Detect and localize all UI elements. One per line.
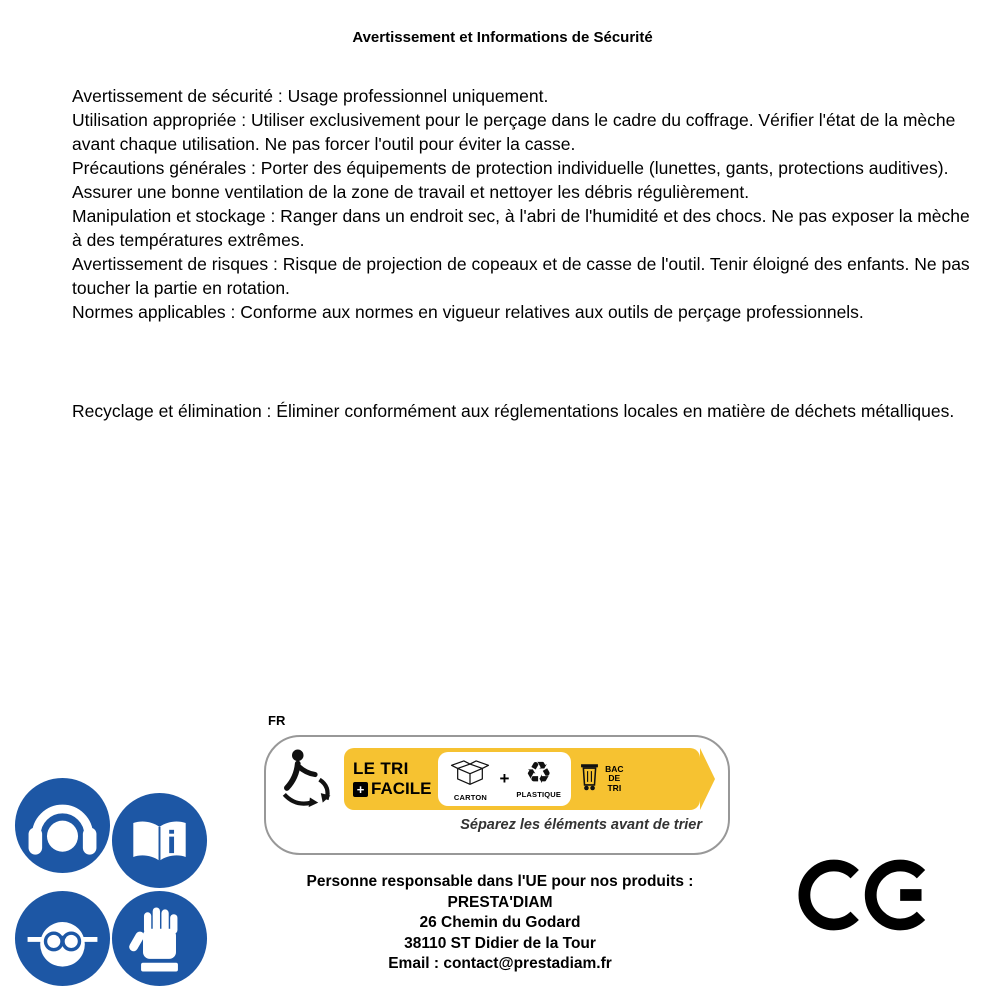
responsible-intro: Personne responsable dans l'UE pour nos produits : bbox=[306, 873, 694, 890]
contact-email: Email : contact@prestadiam.fr bbox=[388, 955, 612, 972]
sorting-bin-icon bbox=[578, 761, 601, 797]
tri-title-line1: LE TRI bbox=[353, 759, 409, 778]
country-code-label: FR bbox=[268, 713, 286, 728]
company-name: PRESTA'DIAM bbox=[447, 893, 553, 911]
risk-warning-paragraph: Avertissement de risques : Risque de projection de copeaux et de casse de l'outil. Tenir éloigné des enfants. Ne pas toucher la partie en rotation. bbox=[72, 254, 970, 298]
tri-label-top-row bbox=[276, 744, 716, 814]
carton-label: CARTON bbox=[453, 793, 488, 802]
responsible-person-block bbox=[230, 872, 770, 975]
materials-plus: + bbox=[499, 769, 510, 788]
triman-icon bbox=[276, 747, 340, 811]
read-manual-icon bbox=[111, 792, 208, 889]
tri-facile-label bbox=[264, 735, 730, 855]
address-line-2: 38110 ST Didier de la Tour bbox=[404, 934, 596, 952]
eye-protection-icon bbox=[14, 890, 111, 987]
handling-storage-paragraph: Manipulation et stockage : Ranger dans un endroit sec, à l'abri de l'humidité et des chocs. Ne pas exposer la mèche à des températures extrêmes. bbox=[72, 206, 970, 250]
tri-title-line2 bbox=[353, 779, 431, 799]
safety-warning-paragraph: Avertissement de sécurité : Usage professionnel uniquement. bbox=[72, 86, 549, 106]
tri-title bbox=[353, 759, 431, 799]
carton-icon bbox=[448, 756, 492, 792]
bac-de-tri-section bbox=[578, 761, 623, 797]
tri-title-line2-text: FACILE bbox=[371, 779, 432, 798]
protective-gloves-icon bbox=[111, 890, 208, 987]
ear-protection-icon bbox=[14, 777, 111, 874]
materials-box bbox=[438, 752, 571, 806]
recycling-paragraph: Recyclage et élimination : Éliminer conformément aux réglementations locales en matière de déchets métalliques. bbox=[72, 401, 955, 421]
ce-mark-icon bbox=[797, 849, 937, 941]
bac-de-tri-text: BAC DE TRI bbox=[605, 763, 624, 793]
plastic-recycling-icon: ♻ bbox=[525, 757, 553, 790]
page-title: Avertissement et Informations de Sécurité bbox=[352, 29, 653, 46]
tri-caption: Séparez les éléments avant de trier bbox=[460, 817, 702, 833]
proper-use-paragraph: Utilisation appropriée : Utiliser exclusivement pour le perçage dans le cadre du coffrage. Vérifier l'état de la mèche avant chaque utilisation. Ne pas forcer l'outil pour éviter la casse. bbox=[72, 110, 956, 154]
plus-box-icon: + bbox=[353, 782, 368, 797]
address-line-1: 26 Chemin du Godard bbox=[419, 914, 581, 931]
carton-material bbox=[448, 756, 492, 802]
general-precautions-paragraph: Précautions générales : Porter des équipements de protection individuelle (lunettes, gants, protections auditives). Assurer une bonne ventilation de la zone de travail et nettoyer les débris régulièrement. bbox=[72, 158, 949, 202]
plastique-material bbox=[516, 759, 561, 799]
safety-text-block bbox=[72, 84, 980, 423]
tri-yellow-band bbox=[344, 748, 700, 810]
standards-paragraph: Normes applicables : Conforme aux normes en vigueur relatives aux outils de perçage professionnels. bbox=[72, 302, 864, 322]
plastique-label: PLASTIQUE bbox=[516, 790, 562, 799]
